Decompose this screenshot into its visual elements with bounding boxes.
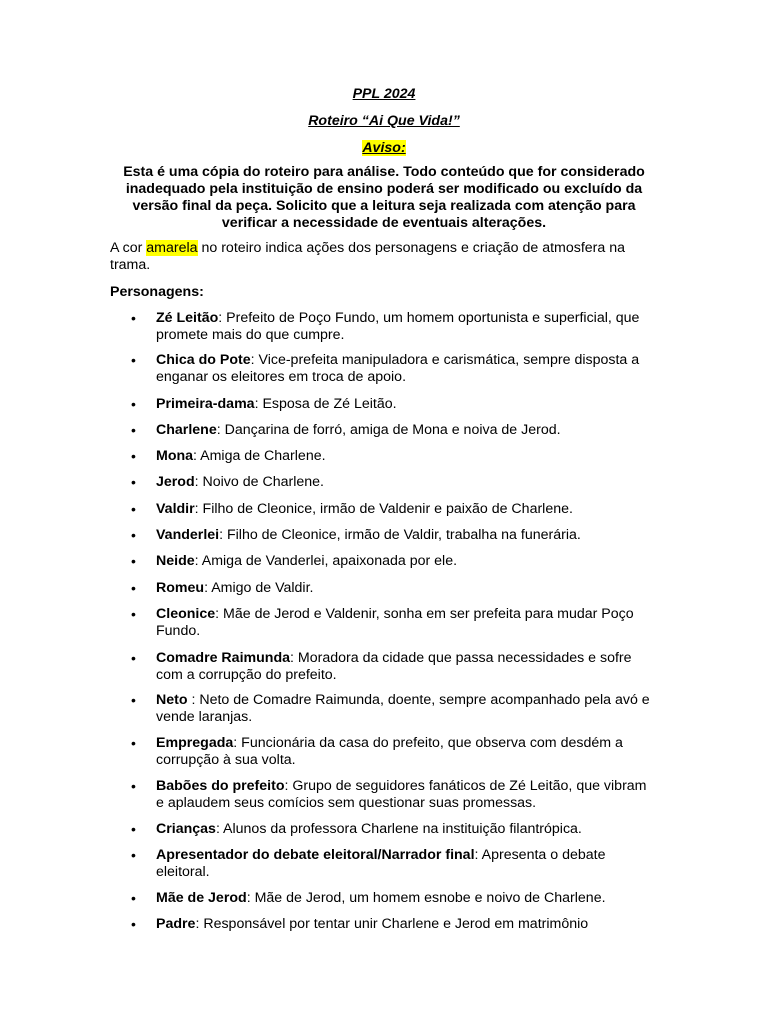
- bullet-icon: •: [131, 890, 136, 906]
- notice-text: Esta é uma cópia do roteiro para análise. Todo conteúdo que for considerado inadequado pela instituição de ensino poderá ser modificado ou excluído da versão final da peça. Solicito que a leitura seja realizada com atenção para verificar a necessidade de eventuais alterações.: [123, 164, 645, 231]
- notice-label-line: [0, 140, 768, 157]
- list-item: [131, 474, 656, 491]
- list-item: [131, 527, 656, 544]
- character-name: Zé Leitão: [156, 310, 219, 326]
- intro-paragraph: [110, 240, 655, 274]
- list-item: [131, 310, 656, 344]
- list-item: [131, 821, 656, 838]
- character-description: : Funcionária da casa do prefeito, que observa com desdém a corrupção à sua volta.: [156, 735, 623, 768]
- notice-label: Aviso:: [362, 140, 406, 156]
- document-title: PPL 2024: [352, 86, 416, 102]
- character-description: : Filho de Cleonice, irmão de Valdir, trabalha na funerária.: [219, 527, 581, 543]
- bullet-icon: •: [131, 821, 136, 837]
- character-description: : Amigo de Valdir.: [204, 580, 314, 596]
- bullet-icon: •: [131, 501, 136, 517]
- list-item: [131, 650, 656, 684]
- character-description: : Filho de Cleonice, irmão de Valdenir e paixão de Charlene.: [194, 501, 573, 517]
- character-description: : Dançarina de forró, amiga de Mona e noiva de Jerod.: [216, 422, 561, 438]
- list-item: [131, 448, 656, 465]
- bullet-icon: •: [131, 606, 136, 622]
- list-item: [131, 396, 656, 413]
- character-description: : Amiga de Vanderlei, apaixonada por ele.: [194, 553, 458, 569]
- character-description: : Mãe de Jerod e Valdenir, sonha em ser prefeita para mudar Poço Fundo.: [156, 606, 634, 639]
- character-name: Padre: [156, 916, 196, 932]
- character-description: : Apresenta o debate eleitoral.: [156, 847, 606, 880]
- character-name: Babões do prefeito: [156, 778, 285, 794]
- bullet-icon: •: [131, 527, 136, 543]
- character-name: Romeu: [156, 580, 205, 596]
- character-name: Neto: [156, 692, 188, 708]
- character-name: Mona: [156, 448, 194, 464]
- list-item: [131, 606, 656, 640]
- list-item: [131, 735, 656, 769]
- character-name: Charlene: [156, 422, 217, 438]
- character-name: Vanderlei: [156, 527, 220, 543]
- bullet-icon: •: [131, 352, 136, 368]
- bullet-icon: •: [131, 580, 136, 596]
- bullet-icon: •: [131, 422, 136, 438]
- character-name: Jerod: [156, 474, 195, 490]
- character-description: : Prefeito de Poço Fundo, um homem oportunista e superficial, que promete mais do que cumpre.: [156, 310, 640, 343]
- character-name: Comadre Raimunda: [156, 650, 291, 666]
- character-name: Mãe de Jerod: [156, 890, 247, 906]
- character-name: Primeira-dama: [156, 396, 255, 412]
- bullet-icon: •: [131, 448, 136, 464]
- characters-heading: Personagens:: [110, 284, 204, 300]
- character-name: Crianças: [156, 821, 216, 837]
- intro-after: no roteiro indica ações dos personagens e criação de atmosfera na trama.: [110, 240, 626, 273]
- character-name: Valdir: [156, 501, 195, 517]
- bullet-icon: •: [131, 474, 136, 490]
- character-description: : Noivo de Charlene.: [194, 474, 324, 490]
- character-name: Apresentador do debate eleitoral/Narrador final: [156, 847, 475, 863]
- list-item: [131, 890, 656, 907]
- character-description: : Mãe de Jerod, um homem esnobe e noivo de Charlene.: [246, 890, 606, 906]
- character-description: : Vice-prefeita manipuladora e carismática, sempre disposta a enganar os eleitores em troca de apoio.: [156, 352, 640, 385]
- character-name: Cleonice: [156, 606, 216, 622]
- bullet-icon: •: [131, 916, 136, 932]
- character-description: : Grupo de seguidores fanáticos de Zé Leitão, que vibram e aplaudem seus comícios sem questionar suas promessas.: [156, 778, 647, 811]
- list-item: [131, 847, 656, 881]
- document-subtitle: Roteiro “Ai Que Vida!”: [308, 113, 460, 129]
- character-description: : Responsável por tentar unir Charlene e Jerod em matrimônio: [195, 916, 589, 932]
- intro-highlight: amarela: [146, 240, 198, 256]
- bullet-icon: •: [131, 310, 136, 326]
- character-description: : Moradora da cidade que passa necessidades e sofre com a corrupção do prefeito.: [156, 650, 632, 683]
- bullet-icon: •: [131, 778, 136, 794]
- character-description: : Esposa de Zé Leitão.: [254, 396, 397, 412]
- intro-before: A cor: [110, 240, 147, 256]
- character-name: Neide: [156, 553, 195, 569]
- bullet-icon: •: [131, 692, 136, 708]
- list-item: [131, 501, 656, 518]
- character-description: : Neto de Comadre Raimunda, doente, sempre acompanhado pela avó e vende laranjas.: [156, 692, 650, 725]
- character-description: : Amiga de Charlene.: [193, 448, 326, 464]
- character-name: Empregada: [156, 735, 234, 751]
- bullet-icon: •: [131, 650, 136, 666]
- list-item: [131, 553, 656, 570]
- list-item: [131, 778, 656, 812]
- character-description: : Alunos da professora Charlene na instituição filantrópica.: [215, 821, 582, 837]
- bullet-icon: •: [131, 847, 136, 863]
- list-item: [131, 352, 656, 386]
- bullet-icon: •: [131, 553, 136, 569]
- list-item: [131, 916, 656, 933]
- bullet-icon: •: [131, 396, 136, 412]
- list-item: [131, 692, 656, 726]
- list-item: [131, 580, 656, 597]
- bullet-icon: •: [131, 735, 136, 751]
- list-item: [131, 422, 656, 439]
- character-name: Chica do Pote: [156, 352, 251, 368]
